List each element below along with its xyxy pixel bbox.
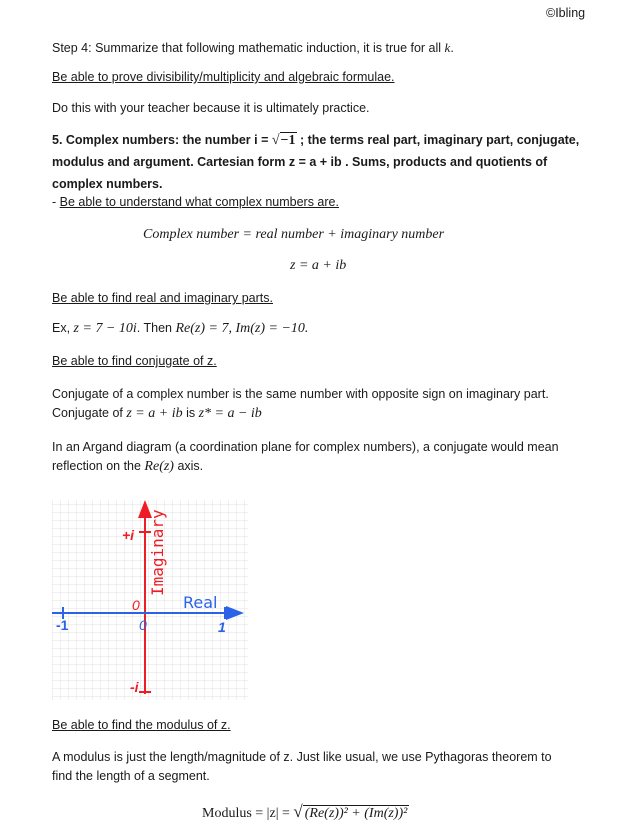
step4-body: Step 4: Summarize that following mathematic induction, it is true for all <box>52 41 445 55</box>
sqrt-expression: √−1 <box>271 133 296 148</box>
goal-divisibility: Be able to prove divisibility/multiplicity and algebraic formulae. <box>52 70 395 84</box>
conjugate-z: z = a + ib <box>126 406 183 421</box>
real-label: Real <box>183 593 218 612</box>
modulus-line2: find the length of a segment. <box>52 769 210 783</box>
find-parts-heading: Be able to find real and imaginary parts. <box>52 291 273 305</box>
argand-rez: Re(z) <box>144 459 174 474</box>
conjugate-line1: Conjugate of a complex number is the same number with opposite sign on imaginary part. <box>52 387 549 401</box>
argand-line2-a: reflection on the <box>52 459 145 473</box>
conjugate-is: is <box>182 406 199 420</box>
conjugate-line2 <box>52 406 262 422</box>
section5-line2: modulus and argument. Cartesian form z = a + ib . Sums, products and quotients of <box>52 155 548 169</box>
section5-line3: complex numbers. <box>52 177 163 191</box>
modulus-line1: A modulus is just the length/magnitude of z. Just like usual, we use Pythagoras theorem to <box>52 750 552 764</box>
imaginary-label: Imaginary <box>148 509 167 596</box>
complex-number-equation: Complex number = real number + imaginary number <box>143 227 445 242</box>
one-label: 1 <box>218 619 226 635</box>
argand-line2-c: axis. <box>173 459 204 473</box>
example-then: . Then <box>136 321 176 335</box>
section5-line1-a: 5. Complex numbers: the number i = <box>52 133 272 147</box>
argand-line1: In an Argand diagram (a coordination plane for complex numbers), a conjugate would mean <box>52 440 559 454</box>
minus-one-label: -1 <box>56 617 69 633</box>
example-label: Ex, <box>52 321 74 335</box>
argand-diagram <box>52 496 248 704</box>
argand-line2 <box>52 459 203 475</box>
modulus-radicand: (Re(z))² + (Im(z))² <box>304 806 408 821</box>
conjugate-zstar: z* = a − ib <box>198 406 262 421</box>
sqrt-radicand: −1 <box>280 133 296 148</box>
step4-var: k <box>444 40 451 55</box>
section5-line1 <box>52 133 579 149</box>
origin-label-bottom: 0 <box>139 617 147 633</box>
minus-i-label: -i <box>130 679 139 695</box>
copyright-label: ©Ibling <box>546 6 586 20</box>
example-parts: Re(z) = 7, Im(z) = −10. <box>175 321 309 336</box>
modulus-formula-lhs: Modulus = |z| = <box>202 806 294 821</box>
example-equation: z = 7 − 10i <box>73 321 137 336</box>
understand-line <box>52 195 339 209</box>
example-line <box>52 321 308 337</box>
step4-end: . <box>450 41 454 55</box>
practice-note: Do this with your teacher because it is ultimately practice. <box>52 101 370 115</box>
plus-i-label: +i <box>122 527 135 543</box>
modulus-formula <box>202 802 409 822</box>
step4-text <box>52 40 454 56</box>
conjugate-heading: Be able to find conjugate of z. <box>52 354 217 368</box>
modulus-heading: Be able to find the modulus of z. <box>52 718 231 732</box>
modulus-sqrt-sign: √ <box>293 802 303 821</box>
understand-heading: Be able to understand what complex numbers are. <box>59 195 339 209</box>
section5-line1-b: ; the terms real part, imaginary part, conjugate, <box>296 133 580 147</box>
conjugate-line2-a: Conjugate of <box>52 406 127 420</box>
understand-prefix: - <box>52 195 60 209</box>
origin-label-top: 0 <box>132 597 140 613</box>
cartesian-form-equation: z = a + ib <box>290 258 347 273</box>
